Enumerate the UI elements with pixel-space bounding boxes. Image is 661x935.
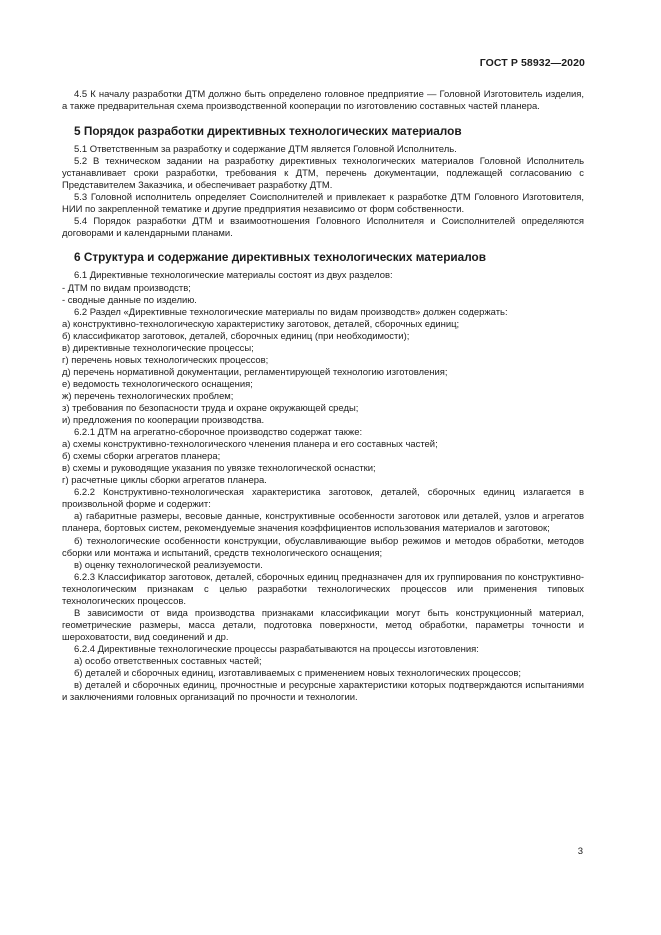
list-item: в) деталей и сборочных единиц, прочностные и ресурсные характеристики которых подтверждаются испытаниями и заключениями головных организаций по прочности и технологии. xyxy=(62,680,584,704)
page-number: 3 xyxy=(577,846,583,857)
list-item: ж) перечень технологических проблем; xyxy=(62,390,234,402)
paragraph-6-2-3-continued: В зависимости от вида производства признаками классификации могут быть конструкционный материал, геометрические размеры, масса детали, подготовка поверхности, метод обработки, параметры точности и шероховатости, вид соединений и др. xyxy=(62,607,584,643)
paragraph-6-2-4: 6.2.4 Директивные технологические процессы разрабатываются на процессы изготовления: xyxy=(74,643,479,655)
list-item: б) схемы сборки агрегатов планера; xyxy=(62,451,221,463)
list-item: а) габаритные размеры, весовые данные, конструктивные особенности заготовок или деталей, узлов и агрегатов планера, бортовых систем, рекомендуемые значения коэффициентов использования материалов и заготовок; xyxy=(62,511,584,535)
list-item: и) предложения по кооперации производства. xyxy=(62,415,265,427)
paragraph-6-2-2: 6.2.2 Конструктивно-технологическая характеристика заготовок, деталей, сборочных единиц излагается в произвольной форме и содержит: xyxy=(62,487,584,511)
paragraph-6-2-1: 6.2.1 ДТМ на агрегатно-сборочное производство содержат также: xyxy=(74,427,363,439)
list-item: а) особо ответственных составных частей; xyxy=(74,655,262,667)
paragraph-5-4: 5.4 Порядок разработки ДТМ и взаимоотношения Головного Исполнителя и Соисполнителей определяются договорами и календарными планами. xyxy=(62,216,584,240)
list-item: б) технологические особенности конструкции, обуславливающие выбор режимов и методов обработки, методов сборки или монтажа и испытаний, средств технологического оснащения; xyxy=(62,535,584,559)
paragraph-6-2-3: 6.2.3 Классификатор заготовок, деталей, сборочных единиц предназначен для их группирования по конструктивно-технологическим признакам с целью разработки технологических процессов или применения типовых технологических процессов. xyxy=(62,571,584,607)
section-5-heading: 5 Порядок разработки директивных технологических материалов xyxy=(74,124,462,139)
list-item: б) классификатор заготовок, деталей, сборочных единиц (при необходимости); xyxy=(62,330,410,342)
paragraph-5-3: 5.3 Головной исполнитель определяет Соисполнителей и привлекает к разработке ДТМ Головного Изготовителя, НИИ по закрепленной тематике и другие предприятия независимо от форм собственности. xyxy=(62,192,584,216)
list-item: з) требования по безопасности труда и охране окружающей среды; xyxy=(62,402,359,414)
document-id: ГОСТ Р 58932—2020 xyxy=(479,57,585,69)
list-item: б) деталей и сборочных единиц, изготавливаемых с применением новых технологических процессов; xyxy=(74,668,522,680)
list-item: е) ведомость технологического оснащения; xyxy=(62,378,253,390)
list-item: д) перечень нормативной документации, регламентирующей технологию изготовления; xyxy=(62,366,448,378)
list-item: в) директивные технологические процессы; xyxy=(62,342,254,354)
list-item: в) схемы и руководящие указания по увязке технологической оснастки; xyxy=(62,463,376,475)
paragraph-5-1: 5.1 Ответственным за разработку и содержание ДТМ является Головной Исполнитель. xyxy=(74,144,457,156)
list-item: а) конструктивно-технологическую характеристику заготовок, деталей, сборочных единиц; xyxy=(62,318,460,330)
paragraph-6-1: 6.1 Директивные технологические материалы состоят из двух разделов: xyxy=(74,270,393,282)
document-body xyxy=(62,89,584,704)
section-6-heading: 6 Структура и содержание директивных технологических материалов xyxy=(74,250,487,265)
list-item: в) оценку технологической реализуемости. xyxy=(74,559,263,571)
paragraph-6-2: 6.2 Раздел «Директивные технологические материалы по видам производств» должен содержать: xyxy=(74,306,508,318)
list-item: а) схемы конструктивно-технологического членения планера и его составных частей; xyxy=(62,439,438,451)
paragraph-5-2: 5.2 В техническом задании на разработку директивных технологических материалов Головной Исполнитель устанавливает сроки разработки, требования к ДТМ, перечень документации, подлежащей согласованию с Представителем Заказчика, и обеспечивает разработку ДТМ. xyxy=(62,156,584,192)
list-item: г) расчетные циклы сборки агрегатов планера. xyxy=(62,475,267,487)
list-item: г) перечень новых технологических процессов; xyxy=(62,354,269,366)
list-item: - ДТМ по видам производств; xyxy=(62,282,191,294)
paragraph-4-5: 4.5 К началу разработки ДТМ должно быть определено головное предприятие — Головной Изготовитель изделия, а также предварительная схема производственной кооперации по изготовлению составных частей планера. xyxy=(62,89,584,113)
list-item: - сводные данные по изделию. xyxy=(62,294,197,306)
